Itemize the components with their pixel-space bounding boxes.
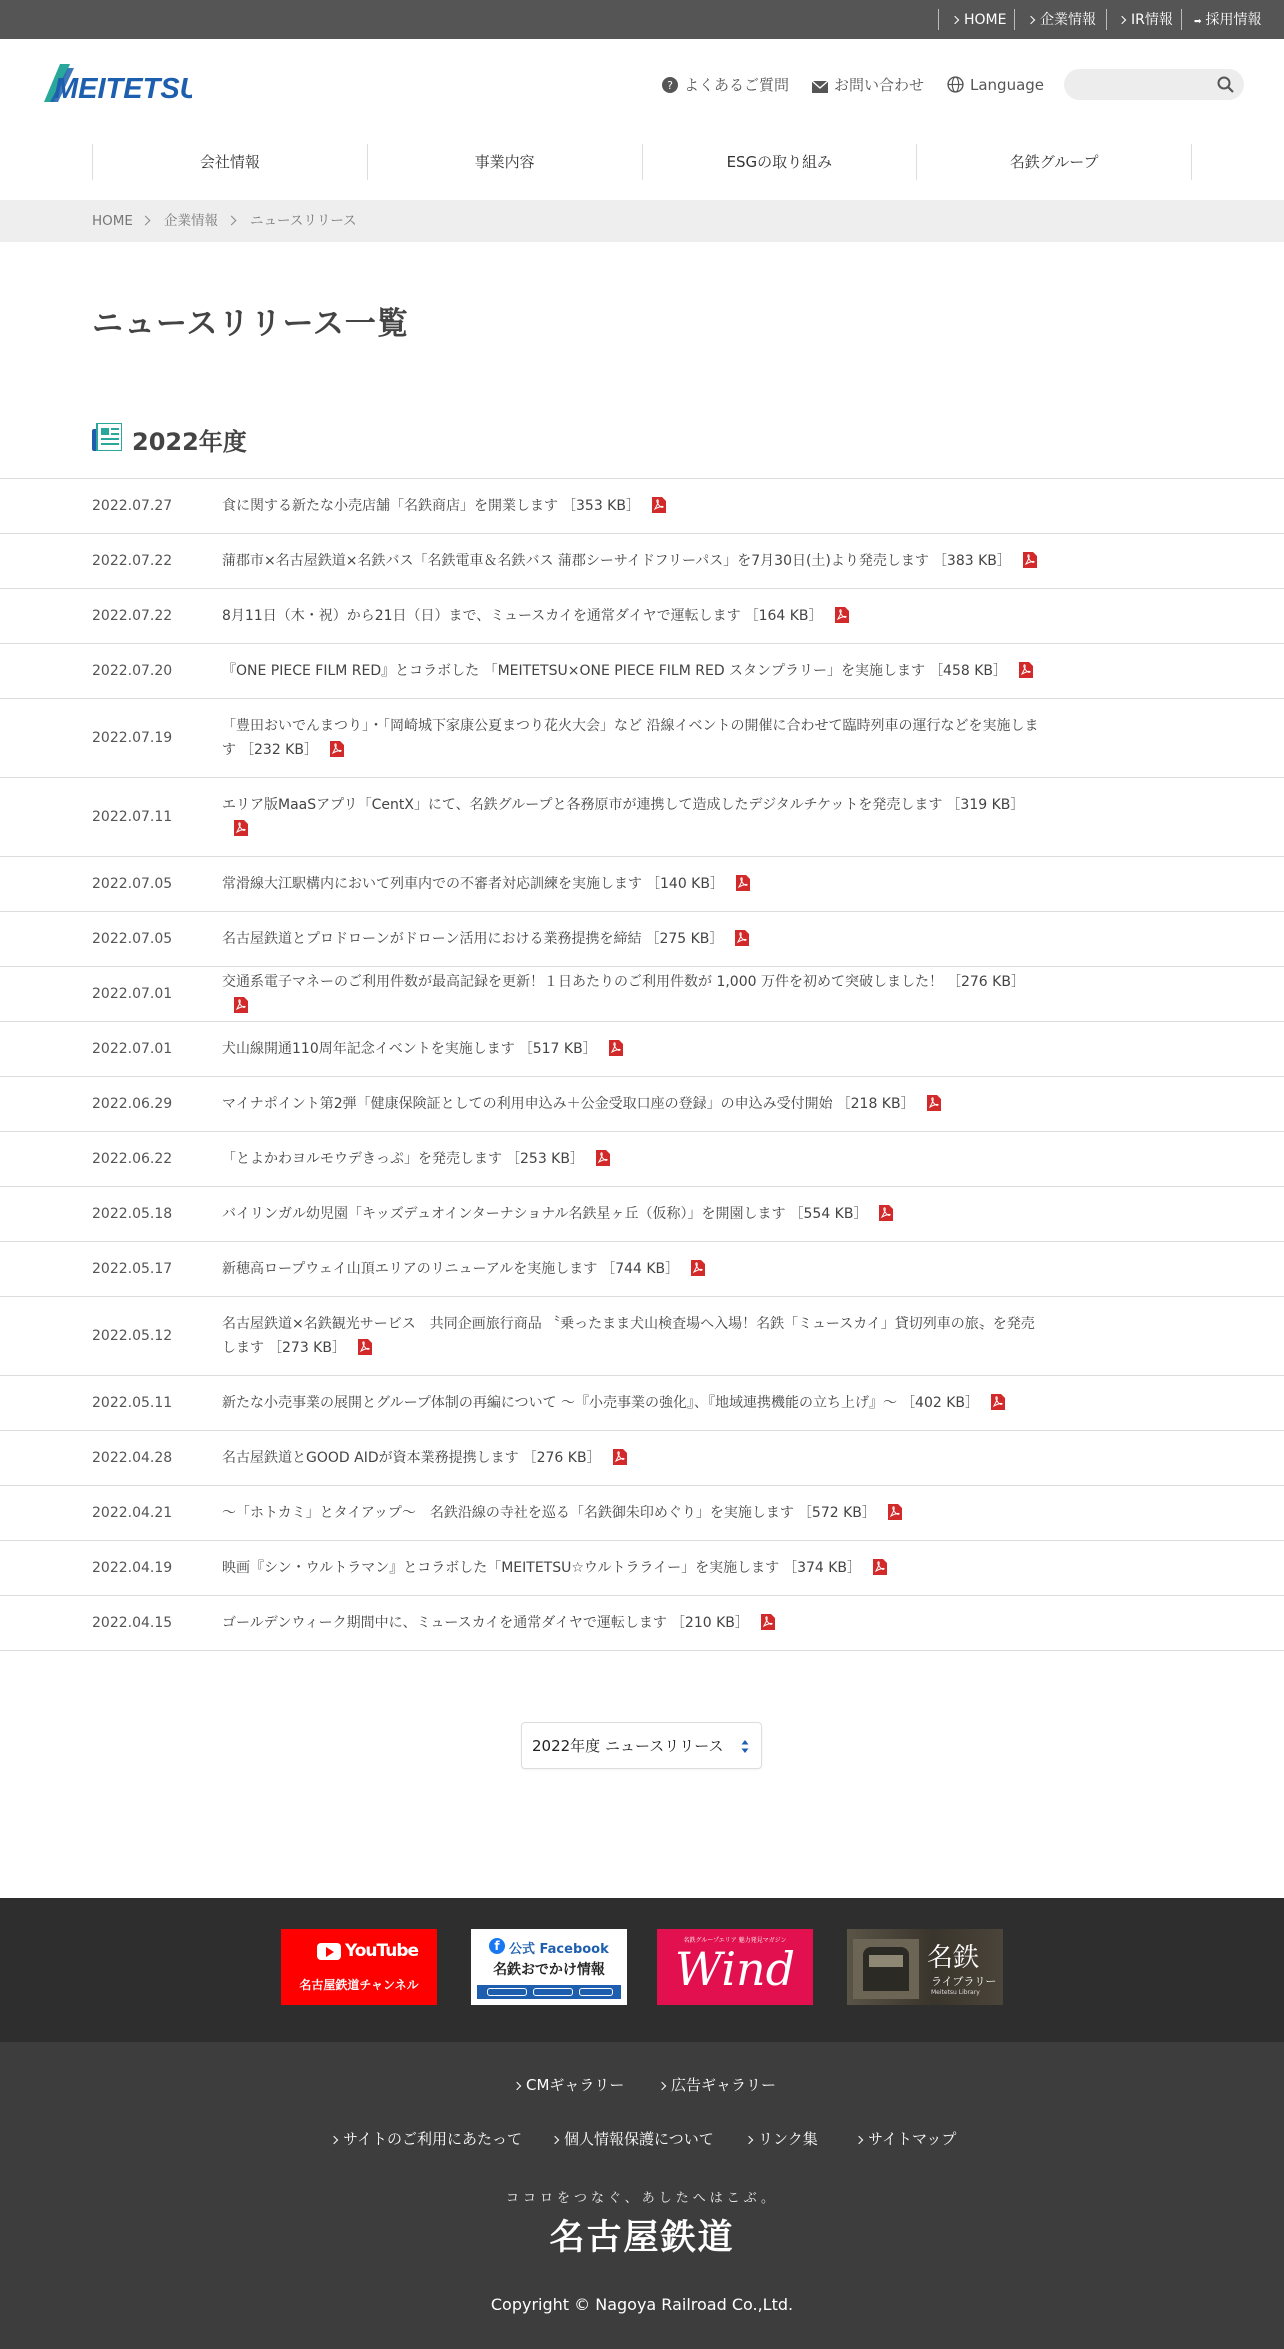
news-date: 2022.04.19 (92, 1560, 173, 1576)
file-size: ［572 KB］ (797, 1505, 876, 1521)
file-size: ［517 KB］ (518, 1041, 597, 1057)
news-row (0, 1486, 1284, 1541)
newspaper-icon (92, 423, 122, 451)
top-link-label: HOME (964, 12, 1007, 28)
breadcrumb (0, 200, 1284, 242)
pdf-icon[interactable] (330, 741, 344, 757)
file-size: ［319 KB］ (946, 797, 1025, 813)
footer-link-label: リンク集 (758, 2130, 818, 2148)
facebook-caption: 名鉄おでかけ情報 (493, 1962, 605, 1978)
divider (1014, 9, 1015, 30)
file-size: ［232 KB］ (240, 742, 318, 758)
pdf-icon[interactable] (736, 875, 750, 891)
news-date: 2022.05.18 (92, 1206, 173, 1222)
file-size: ［273 KB］ (268, 1340, 346, 1356)
footer-link-ad[interactable] (659, 2074, 776, 2095)
news-link[interactable] (222, 1037, 1042, 1061)
news-link[interactable] (222, 927, 1042, 951)
news-date: 2022.07.05 (92, 876, 173, 892)
news-row (0, 699, 1284, 778)
pdf-icon[interactable] (735, 930, 749, 946)
file-size: ［218 KB］ (836, 1096, 915, 1112)
news-title: 映画『シン・ウルトラマン』とコラボした「MEITETSU☆ウルトラライー」を実施します (222, 1560, 780, 1576)
news-row (0, 534, 1284, 589)
news-row (0, 778, 1284, 857)
news-title: マイナポイント第2弾「健康保険証としての利用申込み＋公金受取口座の登録」の申込み受付開始 (222, 1096, 833, 1112)
divider (1181, 9, 1182, 30)
news-date: 2022.07.19 (92, 730, 173, 746)
file-size: ［402 KB］ (901, 1395, 980, 1411)
news-title: 名古屋鉄道×名鉄観光サービス 共同企画旅行商品 〝乗ったまま犬山検査場へ入場！名鉄「ミュースカイ」貸切列車の旅〟を発売します (222, 1316, 1035, 1356)
chevron-right-icon (551, 2136, 559, 2144)
top-link-recruit[interactable] (1194, 0, 1262, 39)
news-row (0, 967, 1284, 1022)
news-row (0, 589, 1284, 644)
faq-label: よくあるご質問 (684, 76, 790, 94)
news-title: 「とよかわヨルモウデきっぷ」を発売します (222, 1151, 502, 1167)
top-link-ir[interactable] (1119, 0, 1173, 39)
news-date: 2022.07.01 (92, 1041, 173, 1057)
file-size: ［275 KB］ (645, 931, 724, 947)
facebook-banner[interactable] (471, 1929, 627, 2005)
news-row (0, 1187, 1284, 1242)
language-label: Language (970, 76, 1045, 94)
news-row (0, 1077, 1284, 1132)
news-title: 8月11日（木・祝）から21日（日）まで、ミュースカイを通常ダイヤで運転します (222, 608, 741, 624)
news-link[interactable] (222, 604, 1042, 628)
news-title: 蒲郡市×名古屋鉄道×名鉄バス「名鉄電車＆名鉄バス 蒲郡シーサイドフリーパス」を7月30日(土)より発売します (222, 553, 929, 569)
news-title: 『ONE PIECE FILM RED』とコラボした 「MEITETSU×ONE PIECE FILM RED スタンプラリー」を実施します (222, 663, 926, 679)
pdf-icon[interactable] (1023, 552, 1037, 568)
news-date: 2022.07.05 (92, 931, 173, 947)
news-row (0, 479, 1284, 534)
facebook-icon: f (489, 1938, 505, 1954)
pdf-icon[interactable] (888, 1504, 902, 1520)
news-date: 2022.04.28 (92, 1450, 173, 1466)
pdf-icon[interactable] (609, 1040, 623, 1056)
news-date: 2022.05.11 (92, 1395, 173, 1411)
small-arrow-icon: ➡ (1194, 17, 1202, 27)
footer-banners (0, 1898, 1284, 2042)
chevron-right-icon (330, 2136, 338, 2144)
gnav-company[interactable]: 会社情報 (92, 144, 367, 180)
news-title: 新穂高ロープウェイ山頂エリアのリニューアルを実施します (222, 1261, 598, 1277)
file-size: ［353 KB］ (562, 498, 640, 514)
news-title: ～「ホトカミ」とタイアップ～ 名鉄沿線の寺社を巡る「名鉄御朱印めぐり」を実施します (222, 1505, 794, 1521)
news-date: 2022.06.22 (92, 1151, 173, 1167)
search-box[interactable] (1064, 69, 1244, 100)
page-title: ニュースリリース一覧 (92, 306, 409, 342)
mail-icon (812, 81, 828, 93)
news-title: 犬山線開通110周年記念イベントを実施します (222, 1041, 515, 1057)
news-link[interactable] (222, 872, 1042, 896)
news-link[interactable] (222, 1501, 1042, 1525)
pdf-icon[interactable] (613, 1449, 627, 1465)
news-date: 2022.04.21 (92, 1505, 173, 1521)
news-row (0, 857, 1284, 912)
pdf-icon[interactable] (652, 497, 666, 513)
news-link[interactable] (222, 970, 1042, 1018)
question-circle-icon (662, 77, 678, 93)
year-heading: 2022年度 (132, 428, 247, 456)
news-link[interactable] (222, 494, 1042, 518)
wind-title: Wind (674, 1942, 796, 1996)
news-date: 2022.07.22 (92, 608, 173, 624)
news-row (0, 1431, 1284, 1486)
news-date: 2022.07.01 (92, 986, 173, 1002)
youtube-logo-text: YouTube (345, 1941, 419, 1961)
news-title: 名古屋鉄道とGOOD AIDが資本業務提携します (222, 1450, 519, 1466)
file-size: ［374 KB］ (783, 1560, 862, 1576)
news-list (0, 478, 1284, 1651)
footer-link-sitemap[interactable] (856, 2128, 956, 2149)
youtube-banner[interactable] (281, 1929, 437, 2005)
news-date: 2022.04.15 (92, 1615, 173, 1631)
wind-banner[interactable] (657, 1929, 813, 2005)
meitetsu-logo[interactable] (40, 58, 192, 106)
pdf-icon[interactable] (234, 997, 248, 1013)
news-title: 「豊田おいでんまつり」・「岡崎城下家康公夏まつり花火大会」など 沿線イベントの開催に合わせて臨時列車の運行などを実施します (222, 718, 1039, 758)
breadcrumb-corporate[interactable]: 企業情報 (164, 213, 218, 229)
breadcrumb-home[interactable]: HOME (92, 213, 133, 229)
file-size: ［276 KB］ (946, 974, 1025, 990)
news-link[interactable] (222, 714, 1042, 762)
footer-link-cm[interactable] (514, 2074, 624, 2095)
youtube-play-icon (317, 1943, 341, 1960)
file-size: ［276 KB］ (522, 1450, 601, 1466)
select-arrows-icon (741, 1740, 749, 1753)
news-title: エリア版MaaSアプリ「CentX」にて、名鉄グループと各務原市が連携して造成したデジタルチケットを発売します (222, 797, 943, 813)
top-utility-bar (0, 0, 1284, 39)
logo-text: MEITETSU (54, 73, 192, 105)
footer-link-label: 広告ギャラリー (671, 2076, 777, 2094)
global-nav (92, 144, 1192, 180)
train-graphic (477, 1985, 621, 1999)
news-link[interactable] (222, 1391, 1042, 1415)
chevron-right-icon (1118, 16, 1126, 24)
chevron-right-icon (951, 16, 959, 24)
news-link[interactable] (222, 1611, 1042, 1635)
news-title: 名古屋鉄道とプロドローンがドローン活用における業務提携を締結 (222, 931, 642, 947)
footer-link-label: CMギャラリー (526, 2076, 625, 2094)
facebook-head: 公式 Facebook (509, 1942, 609, 1957)
chevron-right-icon (141, 216, 151, 226)
news-row (0, 1242, 1284, 1297)
news-date: 2022.07.22 (92, 553, 173, 569)
globe-icon (947, 76, 964, 93)
news-row (0, 1376, 1284, 1431)
pdf-icon[interactable] (234, 820, 248, 836)
news-title: 食に関する新たな小売店舗「名鉄商店」を開業します (222, 498, 558, 514)
pdf-icon[interactable] (879, 1205, 893, 1221)
news-row (0, 1022, 1284, 1077)
news-date: 2022.07.11 (92, 809, 173, 825)
library-photo (853, 1939, 919, 1999)
chevron-right-icon (513, 2082, 521, 2090)
gnav-business[interactable]: 事業内容 (367, 144, 642, 180)
news-date: 2022.07.27 (92, 498, 173, 514)
pdf-icon[interactable] (1019, 662, 1033, 678)
news-link[interactable] (222, 793, 1042, 841)
news-link[interactable] (222, 1092, 1042, 1116)
news-row (0, 644, 1284, 699)
news-date: 2022.05.12 (92, 1328, 173, 1344)
news-link[interactable] (222, 1446, 1042, 1470)
search-icon[interactable] (1217, 76, 1234, 93)
chevron-right-icon (745, 2136, 753, 2144)
pdf-icon[interactable] (991, 1394, 1005, 1410)
pdf-icon[interactable] (691, 1260, 705, 1276)
file-size: ［253 KB］ (506, 1151, 584, 1167)
news-title: バイリンガル幼児園「キッズデュオインターナショナル名鉄星ヶ丘（仮称）」を開園します (222, 1206, 786, 1222)
gnav-esg[interactable]: ESGの取り組み (642, 144, 917, 180)
search-input[interactable] (1064, 69, 1204, 100)
breadcrumb-current: ニュースリリース (250, 213, 357, 229)
tagline: ココロをつなぐ、あしたへはこぶ。 (505, 2191, 778, 2206)
youtube-caption: 名古屋鉄道チャンネル (299, 1978, 419, 1992)
file-size: ［744 KB］ (601, 1261, 680, 1277)
pdf-icon[interactable] (835, 607, 849, 623)
file-size: ［458 KB］ (929, 663, 1008, 679)
gnav-group[interactable]: 名鉄グループ (916, 144, 1192, 180)
news-row (0, 1132, 1284, 1187)
divider (938, 9, 939, 30)
chevron-right-icon (227, 216, 237, 226)
year-select-value: 2022年度 ニュースリリース (532, 1737, 724, 1755)
faq-link[interactable] (662, 74, 789, 96)
library-banner[interactable] (847, 1929, 1003, 2005)
chevron-right-icon (658, 2082, 666, 2090)
news-title: 交通系電子マネーのご利用件数が最高記録を更新！１日あたりのご利用件数が 1,000 万件を初めて突破しました！ (222, 974, 943, 990)
news-link[interactable] (222, 1556, 1042, 1580)
top-link-corporate[interactable] (1028, 0, 1096, 39)
contact-link[interactable] (812, 74, 924, 96)
file-size: ［164 KB］ (744, 608, 823, 624)
file-size: ［140 KB］ (646, 876, 724, 892)
divider (1106, 9, 1107, 30)
file-size: ［383 KB］ (932, 553, 1011, 569)
chevron-right-icon (855, 2136, 863, 2144)
pdf-icon[interactable] (927, 1095, 941, 1111)
copyright: Copyright © Nagoya Railroad Co.,Ltd. (490, 2295, 794, 2314)
news-row (0, 1541, 1284, 1596)
news-date: 2022.06.29 (92, 1096, 173, 1112)
year-select[interactable] (521, 1722, 762, 1769)
svg-text:?: ? (667, 79, 673, 92)
news-link[interactable] (222, 1312, 1042, 1360)
footer-link-label: 個人情報保護について (564, 2130, 714, 2148)
news-link[interactable] (222, 549, 1042, 573)
news-link[interactable] (222, 1257, 1042, 1281)
top-link-home[interactable] (952, 0, 1006, 39)
file-size: ［210 KB］ (670, 1615, 749, 1631)
footer-link-label: サイトのご利用にあたって (343, 2130, 522, 2148)
company-name: 名古屋鉄道 (549, 2217, 735, 2258)
footer-link-label: サイトマップ (868, 2130, 957, 2148)
footer-link-privacy[interactable] (552, 2128, 714, 2149)
file-size: ［554 KB］ (789, 1206, 868, 1222)
library-subtitle: ライブラリー (931, 1975, 997, 1988)
news-link[interactable] (222, 1202, 1042, 1226)
top-link-label: IR情報 (1131, 12, 1173, 28)
pdf-icon[interactable] (596, 1150, 610, 1166)
pdf-icon[interactable] (873, 1559, 887, 1575)
news-row (0, 912, 1284, 967)
news-row (0, 1297, 1284, 1376)
top-link-label: 企業情報 (1040, 12, 1096, 28)
pdf-icon[interactable] (358, 1339, 372, 1355)
news-link[interactable] (222, 1147, 1042, 1171)
contact-label: お問い合わせ (834, 76, 925, 94)
news-title: 常滑線大江駅構内において列車内での不審者対応訓練を実施します (222, 876, 642, 892)
library-en: Meitetsu Library (931, 1989, 980, 1996)
pdf-icon[interactable] (761, 1614, 775, 1630)
chevron-right-icon (1027, 16, 1035, 24)
news-title: ゴールデンウィーク期間中に、ミュースカイを通常ダイヤで運転します (222, 1615, 667, 1631)
news-row (0, 1596, 1284, 1651)
news-title: 新たな小売事業の展開とグループ体制の再編について ～『小売事業の強化』、『地域連携機能の立ち上げ』～ (222, 1395, 898, 1411)
footer-link-links[interactable] (746, 2128, 818, 2149)
news-link[interactable] (222, 659, 1042, 683)
wind-subtitle: 名鉄グループエリア 魅力発見マガジン (683, 1937, 787, 1944)
top-link-label: 採用情報 (1205, 12, 1262, 28)
footer-link-terms[interactable] (331, 2128, 522, 2149)
news-date: 2022.05.17 (92, 1261, 173, 1277)
language-link[interactable] (947, 74, 1044, 96)
library-title: 名鉄 (927, 1943, 980, 1973)
news-date: 2022.07.20 (92, 663, 173, 679)
